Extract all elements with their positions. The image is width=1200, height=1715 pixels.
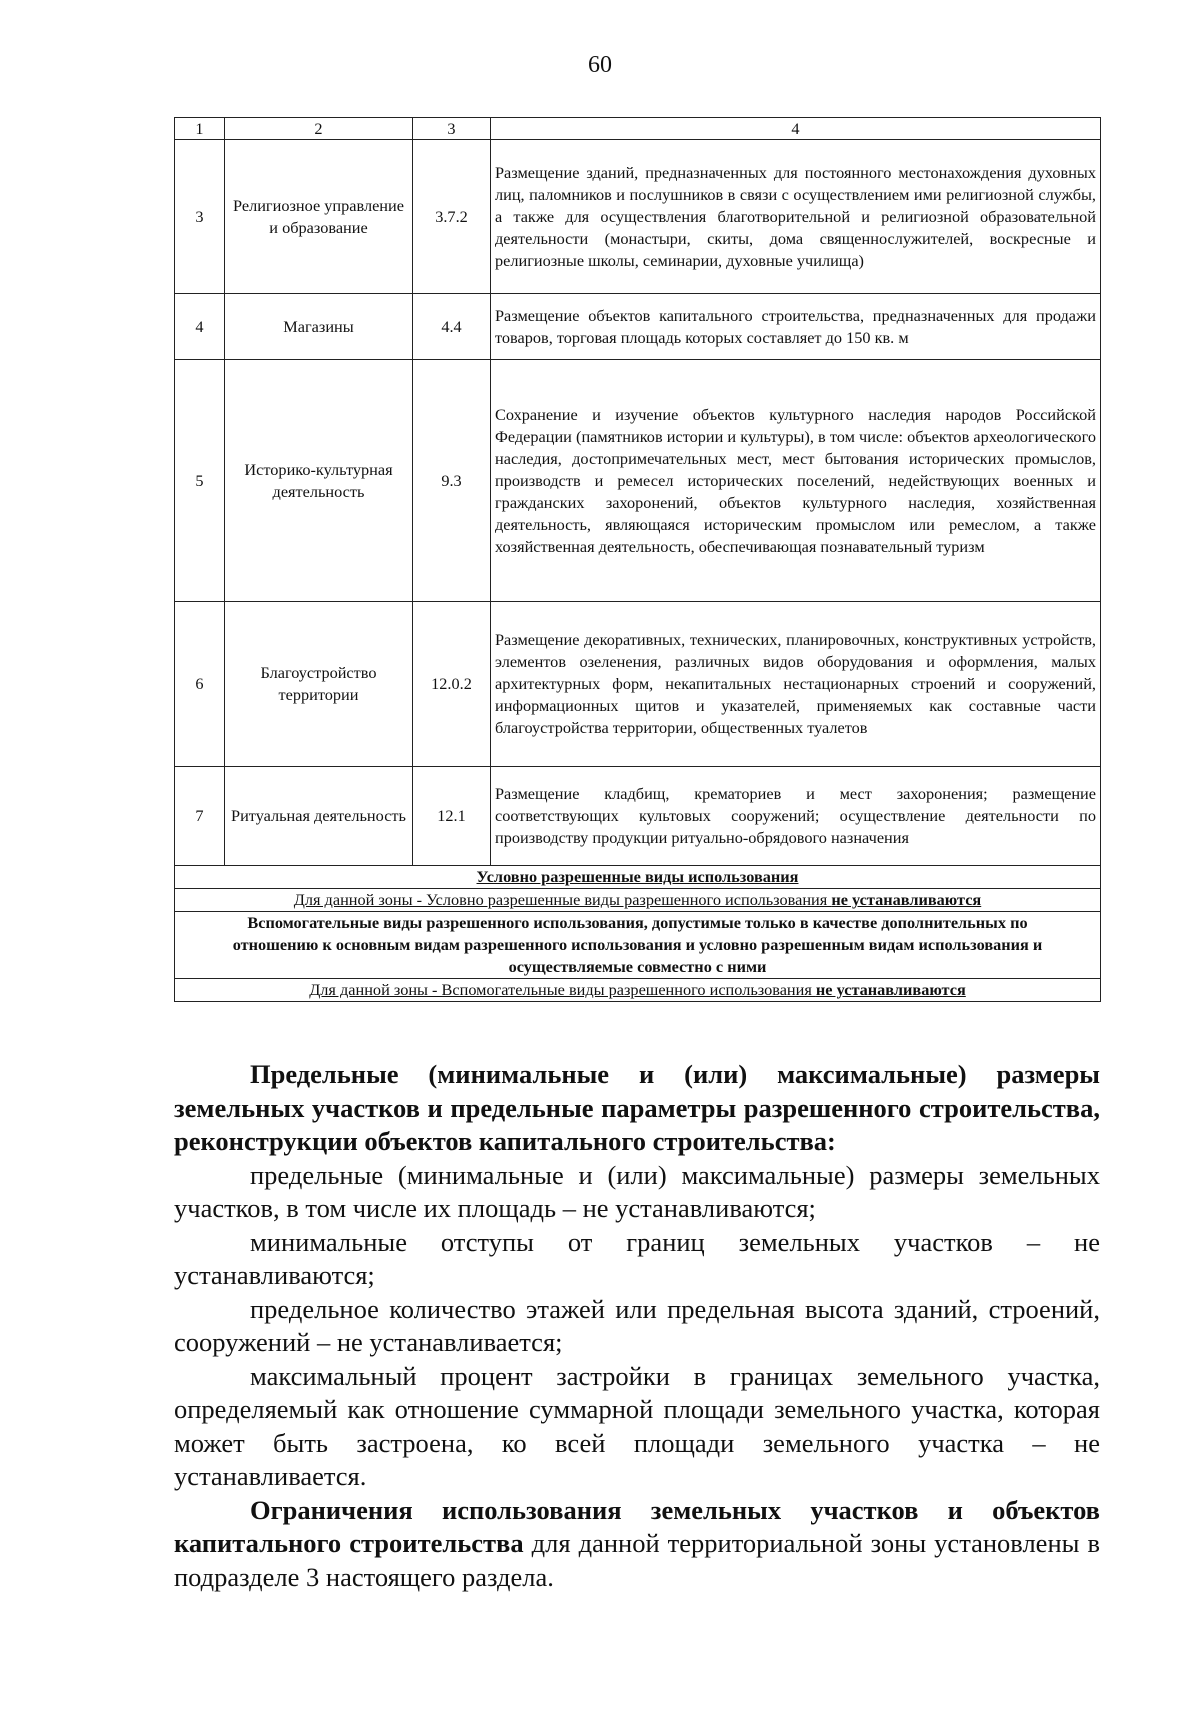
conditional-note-prefix: Для данной зоны - Условно разрешенные виды разрешенного использования — [293, 890, 832, 909]
use-code: 3.7.2 — [413, 140, 491, 294]
use-description: Размещение зданий, предназначенных для постоянного местонахождения духовных лиц, паломников и послушников в связи с осуществлением ими религиозной службы, а также для осуществления благотворительной и религиозной образовательной деятельности (монастыри, скиты, дома священнослужителей, воскресные и религиозные школы, семинарии, духовные училища) — [491, 140, 1101, 294]
restrictions-rest: для данной территориальной зоны установлены в подразделе 3 настоящего раздела. — [174, 1528, 1100, 1592]
use-code: 9.3 — [413, 360, 491, 602]
conditional-uses-heading: Условно разрешенные виды использования — [175, 866, 1101, 889]
table-row — [175, 360, 1101, 602]
auxiliary-note-prefix: Для данной зоны - Вспомогательные виды разрешенного использования — [309, 980, 816, 999]
conditional-uses-note — [175, 889, 1101, 912]
header-cell-4: 4 — [491, 118, 1101, 140]
section-heading: Предельные (минимальные и (или) максимальные) размеры земельных участков и предельные параметры разрешенного строительства, реконструкции объектов капитального строительства: — [174, 1059, 1100, 1156]
row-number: 5 — [175, 360, 225, 602]
use-name: Историко-культурная деятельность — [225, 360, 413, 602]
header-cell-3: 3 — [413, 118, 491, 140]
conditional-note-status: не устанавливаются — [831, 890, 982, 909]
use-code: 12.0.2 — [413, 602, 491, 767]
table-row — [175, 294, 1101, 360]
row-number: 7 — [175, 767, 225, 866]
paragraph-plot-sizes: предельные (минимальные и (или) максимальные) размеры земельных участков, в том числе их площадь – не устанавливаются; — [174, 1159, 1100, 1223]
auxiliary-uses-note-row — [175, 979, 1101, 1002]
auxiliary-uses-heading-row — [175, 912, 1101, 979]
conditional-uses-note-row — [175, 889, 1101, 912]
row-number: 6 — [175, 602, 225, 767]
auxiliary-uses-heading: Вспомогательные виды разрешенного использования, допустимые только в качестве дополнительных по отношению к основным видам разрешенного использования и условно разрешенным видам использования и осуществляемые совместно с ними — [175, 912, 1101, 979]
paragraph-floors: предельное количество этажей или предельная высота зданий, строений, сооружений – не устанавливается; — [174, 1293, 1100, 1357]
paragraph-coverage: максимальный процент застройки в границах земельного участка, определяемый как отношение суммарной площади земельного участка, которая может быть застроена, ко всей площади земельного участка – не устанавливается. — [174, 1360, 1100, 1491]
use-description: Сохранение и изучение объектов культурного наследия народов Российской Федерации (памятников истории и культуры), в том числе: объектов археологического наследия, достопримечательных мест, мест бытования исторических промыслов, производств и ремесел исторических поселений, недействующих военных и гражданских захоронений, объектов культурного наследия, хозяйственная деятельность, являющаяся историческим промыслом или ремеслом, а также хозяйственная деятельность, обеспечивающая познавательный туризм — [491, 360, 1101, 602]
row-number: 4 — [175, 294, 225, 360]
paragraph-restrictions — [174, 1494, 1100, 1595]
use-description: Размещение декоративных, технических, планировочных, конструктивных устройств, элементов озеленения, различных видов оборудования и оформления, малых архитектурных форм, некапитальных нестационарных строений и сооружений, информационных щитов и указателей, применяемых как составные части благоустройства территории, общественных туалетов — [491, 602, 1101, 767]
use-name: Религиозное управление и образование — [225, 140, 413, 294]
table-row — [175, 767, 1101, 866]
table-header-row — [175, 118, 1101, 140]
auxiliary-note-status: не устанавливаются — [815, 980, 966, 999]
use-code: 4.4 — [413, 294, 491, 360]
conditional-uses-heading-row — [175, 866, 1101, 889]
use-name: Ритуальная деятельность — [225, 767, 413, 866]
use-description: Размещение объектов капитального строительства, предназначенных для продажи товаров, торговая площадь которых составляет до 150 кв. м — [491, 294, 1101, 360]
paragraph-setbacks: минимальные отступы от границ земельных участков – не устанавливаются; — [174, 1226, 1100, 1290]
table-row — [175, 602, 1101, 767]
table-row — [175, 140, 1101, 294]
header-cell-1: 1 — [175, 118, 225, 140]
land-use-table — [174, 117, 1101, 1002]
use-name: Магазины — [225, 294, 413, 360]
use-description: Размещение кладбищ, крематориев и мест захоронения; размещение соответствующих культовых сооружений; осуществление деятельности по производству продукции ритуально-обрядового назначения — [491, 767, 1101, 866]
use-code: 12.1 — [413, 767, 491, 866]
header-cell-2: 2 — [225, 118, 413, 140]
use-name: Благоустройство территории — [225, 602, 413, 767]
restrictions-bold: Ограничения использования земельных участков и объектов капитального строительства — [174, 1494, 1100, 1558]
body-text — [174, 1058, 1100, 1594]
row-number: 3 — [175, 140, 225, 294]
page-number: 60 — [588, 52, 612, 78]
auxiliary-uses-note — [175, 979, 1101, 1002]
